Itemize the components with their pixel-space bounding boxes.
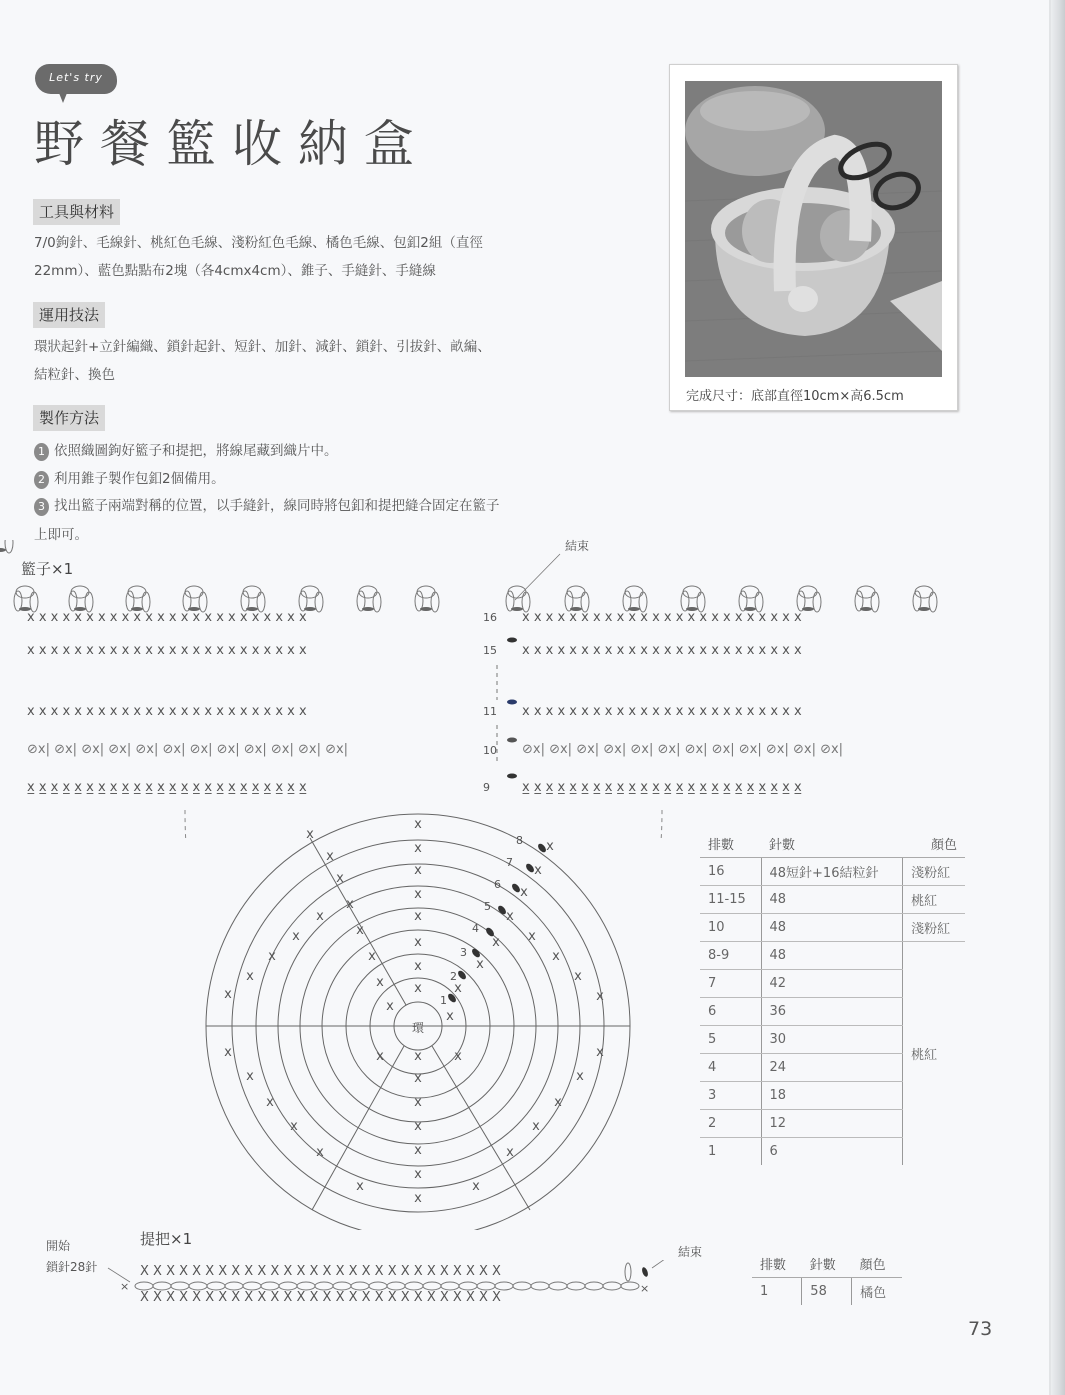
svg-text:x: x: [454, 1049, 462, 1064]
svg-text:3: 3: [460, 946, 467, 959]
page-title: 野餐籃收納盒: [34, 115, 430, 173]
method-step-3-cont: 上即可。: [34, 527, 88, 543]
step-text: 找出籃子兩端對稱的位置，以手縫針，線同時將包釦和提把縫合固定在籃子: [54, 498, 500, 514]
svg-text:×: ×: [640, 1282, 650, 1295]
step-text: 依照織圖鉤好籃子和提把，將線尾藏到織片中。: [54, 443, 338, 459]
svg-text:x: x: [316, 1145, 324, 1160]
svg-text:x: x: [414, 981, 422, 996]
svg-text:x: x: [576, 1069, 584, 1084]
svg-text:x: x: [520, 885, 528, 900]
svg-text:x: x: [414, 1191, 422, 1206]
table-row: 4 24: [700, 1054, 965, 1082]
svg-text:x: x: [326, 849, 334, 864]
svg-text:x: x: [356, 1179, 364, 1194]
step-text: 利用錐子製作包釦2個備用。: [54, 471, 225, 487]
svg-text:x: x: [414, 1071, 422, 1086]
page-number: 73: [968, 1318, 993, 1340]
svg-text:x: x: [376, 975, 384, 990]
materials-heading: 工具與材料: [33, 199, 120, 225]
handle-end-label: 結束: [678, 1245, 703, 1259]
techniques-heading: 運用技法: [33, 302, 105, 328]
svg-text:x: x: [414, 841, 422, 856]
method-heading: 製作方法: [33, 405, 105, 431]
round-11-label: 11: [483, 705, 497, 718]
table-row: 1 6: [700, 1138, 965, 1166]
merged-color-cell: 桃紅: [911, 1048, 938, 1063]
basket-round-15-right: x x x x x x x x x x x x x x x x x x x x x x x x: [522, 643, 802, 658]
basket-round-16-left: x x x x x x x x x x x x x x x x x x x x x x x x: [27, 610, 307, 625]
svg-text:x: x: [414, 817, 422, 832]
svg-text:x: x: [414, 1095, 422, 1110]
round-16-label: 16: [483, 611, 497, 624]
svg-text:x: x: [306, 827, 314, 842]
round-9-label: 9: [483, 781, 490, 794]
svg-text:x: x: [246, 1069, 254, 1084]
svg-text:x: x: [534, 863, 542, 878]
svg-text:x: x: [316, 909, 324, 924]
svg-text:×: ×: [120, 1280, 130, 1293]
svg-text:x: x: [546, 839, 554, 854]
svg-text:x: x: [414, 1167, 422, 1182]
svg-text:x: x: [224, 987, 232, 1002]
svg-text:8: 8: [516, 834, 523, 847]
svg-text:x: x: [356, 923, 364, 938]
techniques-text: [34, 333, 491, 389]
svg-text:x: x: [246, 969, 254, 984]
svg-text:7: 7: [506, 856, 513, 869]
basket-round-10-left: ⊘x| ⊘x| ⊘x| ⊘x| ⊘x| ⊘x| ⊘x| ⊘x| ⊘x| ⊘x| ⊘x| ⊘x|: [27, 742, 349, 757]
table-row: 3 18: [700, 1082, 965, 1110]
svg-text:x: x: [472, 1179, 480, 1194]
svg-text:x: x: [506, 1145, 514, 1160]
col-header-row: 排數: [752, 1250, 802, 1278]
table-row: 1 58 橘色: [752, 1278, 902, 1306]
handle-diagram-title: 提把×1: [140, 1230, 193, 1248]
step-number: 1: [34, 443, 49, 461]
table-row: 11-15 48 桃紅: [700, 886, 965, 914]
col-header-row: 排數: [700, 830, 761, 858]
handle-top-row: X X X X X X X X X X X X X X X X X X X X X X X X X X X X: [140, 1264, 501, 1279]
basket-end-label: 結束: [565, 539, 590, 553]
svg-text:x: x: [414, 909, 422, 924]
svg-text:x: x: [414, 935, 422, 950]
method-step-1: [34, 439, 338, 461]
page-edge: [1051, 0, 1065, 1395]
basket-round-9-left: x̲ x̲ x̲ x̲ x̲ x̲ x̲ x̲ x̲ x̲ x̲ x̲ x̲ x̲ x̲ x̲ x̲ x̲ x̲ x̲ x̲ x̲ x̲ x̲: [27, 780, 307, 795]
svg-text:x: x: [336, 871, 344, 886]
svg-text:x: x: [414, 887, 422, 902]
svg-text:x: x: [528, 929, 536, 944]
svg-text:x: x: [574, 969, 582, 984]
photo-caption: 完成尺寸：底部直徑10cm×高6.5cm: [686, 389, 904, 404]
basket-base-circle-chart: [200, 810, 640, 1230]
table-row: 6 36: [700, 998, 965, 1026]
svg-text:x: x: [596, 1045, 604, 1060]
svg-text:x: x: [414, 1119, 422, 1134]
svg-text:x: x: [552, 949, 560, 964]
svg-text:x: x: [492, 935, 500, 950]
round-15-label: 15: [483, 644, 497, 657]
svg-text:x: x: [414, 1049, 422, 1064]
svg-text:x: x: [414, 863, 422, 878]
materials-line-2: 22mm）、藍色點點布2塊（各4cmx4cm）、錐子、手縫針、手縫線: [34, 263, 436, 279]
method-step-2: [34, 467, 225, 489]
svg-text:x: x: [446, 1009, 454, 1024]
basket-round-16-right: x x x x x x x x x x x x x x x x x x x x x x x x: [522, 610, 802, 625]
svg-text:5: 5: [484, 900, 491, 913]
handle-chain-stitches: [100, 1260, 670, 1300]
step-number: 3: [34, 498, 49, 516]
svg-text:x: x: [414, 1143, 422, 1158]
basket-photo-illustration: [685, 81, 942, 377]
svg-text:x: x: [476, 957, 484, 972]
techniques-line-2: 結粒針、換色: [34, 367, 115, 383]
basket-stitch-table: [700, 830, 965, 1165]
svg-text:x: x: [506, 909, 514, 924]
basket-round-10-right: ⊘x| ⊘x| ⊘x| ⊘x| ⊘x| ⊘x| ⊘x| ⊘x| ⊘x| ⊘x| ⊘x| ⊘x|: [522, 742, 844, 757]
step-number: 2: [34, 471, 49, 489]
col-header-color: 顏色: [852, 1250, 902, 1278]
table-row: 10 48 淺粉紅: [700, 914, 965, 942]
svg-text:x: x: [386, 999, 394, 1014]
handle-stitch-table: [752, 1250, 902, 1305]
handle-bottom-row: X X X X X X X X X X X X X X X X X X X X X X X X X X X X: [140, 1290, 501, 1305]
svg-text:x: x: [290, 1119, 298, 1134]
handle-chain-count-label: 鎖針28針: [46, 1260, 98, 1274]
svg-text:x: x: [346, 897, 354, 912]
table-row: 5 30: [700, 1026, 965, 1054]
svg-text:x: x: [376, 1049, 384, 1064]
basket-round-9-right: x̲ x̲ x̲ x̲ x̲ x̲ x̲ x̲ x̲ x̲ x̲ x̲ x̲ x̲ x̲ x̲ x̲ x̲ x̲ x̲ x̲ x̲ x̲ x̲: [522, 780, 802, 795]
basket-diagram-title: 籃子×1: [21, 560, 74, 578]
method-step-3: [34, 494, 500, 516]
basket-side-chart: [0, 540, 1000, 840]
product-photo-frame: [669, 64, 958, 411]
svg-text:x: x: [596, 989, 604, 1004]
handle-start-label: 開始: [46, 1239, 71, 1253]
lets-try-badge: Let's try: [35, 64, 117, 94]
svg-text:6: 6: [494, 878, 501, 891]
col-header-color: 顏色: [903, 830, 965, 858]
svg-text:4: 4: [472, 922, 479, 935]
techniques-line-1: 環狀起針+立針編織、鎖針起針、短針、加針、減針、鎖針、引拔針、畝編、: [34, 339, 491, 355]
svg-text:x: x: [532, 1119, 540, 1134]
svg-text:x: x: [368, 949, 376, 964]
svg-text:x: x: [414, 959, 422, 974]
svg-text:x: x: [292, 929, 300, 944]
basket-round-11-right: x x x x x x x x x x x x x x x x x x x x x x x x: [522, 704, 802, 719]
svg-text:x: x: [554, 1095, 562, 1110]
col-header-count: 針數: [802, 1250, 852, 1278]
picot-stitch-icons: [0, 540, 13, 553]
table-row: 7 42: [700, 970, 965, 998]
svg-text:2: 2: [450, 970, 457, 983]
table-row: 2 12: [700, 1110, 965, 1138]
table-row: 16 48短針+16結粒針 淺粉紅: [700, 858, 965, 886]
svg-text:1: 1: [440, 994, 447, 1007]
svg-text:x: x: [266, 1095, 274, 1110]
product-photo: [685, 81, 942, 377]
materials-line-1: 7/0鉤針、毛線針、桃紅色毛線、淺粉紅色毛線、橘色毛線、包釦2組（直徑: [34, 235, 483, 251]
materials-text: [34, 229, 483, 285]
basket-round-15-left: x x x x x x x x x x x x x x x x x x x x x x x x: [27, 643, 307, 658]
svg-text:x: x: [224, 1045, 232, 1060]
svg-text:x: x: [454, 981, 462, 996]
col-header-count: 針數: [761, 830, 903, 858]
basket-round-11-left: x x x x x x x x x x x x x x x x x x x x x x x x: [27, 704, 307, 719]
table-row: 8-9 48 桃紅: [700, 942, 965, 970]
svg-text:x: x: [268, 949, 276, 964]
ring-center-label: 環: [412, 1021, 425, 1035]
round-10-label: 10: [483, 744, 497, 757]
